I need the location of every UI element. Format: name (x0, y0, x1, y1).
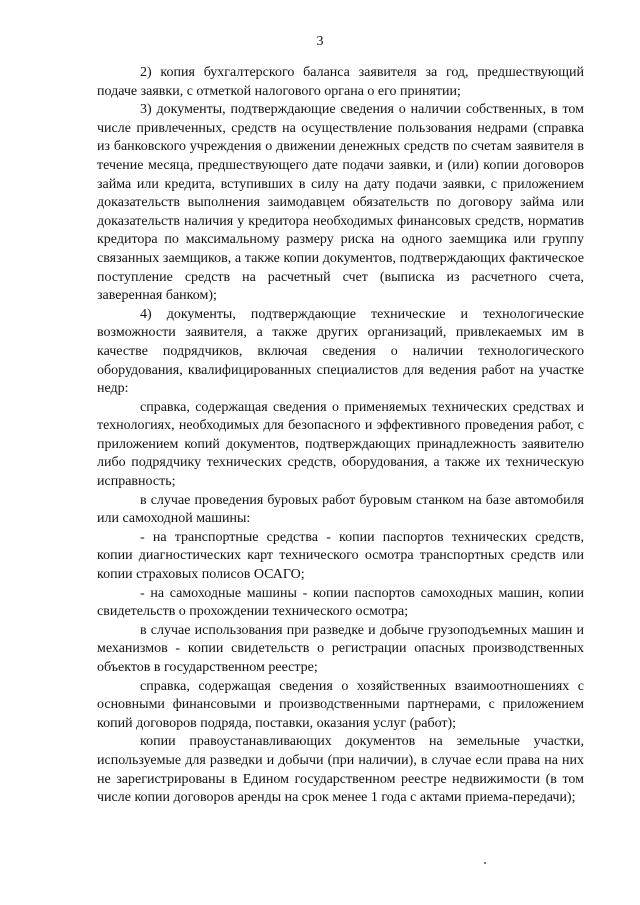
document-body (97, 64, 584, 808)
paragraph-drilling-works: в случае проведения буровых работ буровым станком на базе автомобиля или самоходной машины: (97, 492, 584, 527)
paragraph-technical-means-certificate: справка, содержащая сведения о применяемых технических средствах и технологиях, необходимых для безопасного и эффективного проведения работ, с приложением копий документов, подтверждающих принадлежность заявителю либо подрядчику технических средств, оборудования, а также их техническую исправность; (97, 399, 584, 490)
paragraph-own-funds: 3) документы, подтверждающие сведения о наличии собственных, в том числе привлеченных, средств на осуществление пользования недрами (справка из банковского учреждения о движении денежных средств по счетам заявителя в течение месяца, предшествующего дате подачи заявки, и (или) копии договоров займа или кредита, вступивших в силу на дату подачи заявки, с приложением доказательств выполнения заимодавцем обязательств по договору займа или доказательств наличия у кредитора необходимых финансовых средств, норматив кредитора по максимальному размеру риска на одного заемщика или группу связанных заемщиков, а также копии документов, подтверждающих фактическое поступление средств на расчетный счет (выписка из расчетного счета, заверенная банком); (97, 102, 584, 304)
paragraph-lifting-machines: в случае использования при разведке и добыче грузоподъемных машин и механизмов - копии свидетельств о регистрации опасных производственных объектов в государственном реестре; (97, 622, 584, 675)
paragraph-land-documents: копии правоустанавливающих документов на земельные участки, используемые для разведки и добычи (при наличии), в случае если права на них не зарегистрированы в Едином государственном реестре недвижимости (в том числе копии договоров аренды на срок менее 1 года с актами приема-передачи); (97, 734, 584, 806)
scan-speck (484, 862, 486, 864)
paragraph-balance-copy: 2) копия бухгалтерского баланса заявителя за год, предшествующий подаче заявки, с отметкой налогового органа о его принятии; (97, 65, 584, 99)
paragraph-vehicles: - на транспортные средства - копии паспортов технических средств, копии диагностических карт технического осмотра транспортных средств или копии страховых полисов ОСАГО; (97, 529, 584, 583)
page-number: 3 (316, 34, 324, 49)
paragraph-partners-certificate: справка, содержащая сведения о хозяйственных взаимоотношениях с основными финансовыми и производственными партнерами, с приложением копий договоров подряда, поставки, оказания услуг (работ); (97, 678, 584, 731)
paragraph-self-propelled-machines: - на самоходные машины - копии паспортов самоходных машин, копии свидетельств о прохождении технического осмотра; (97, 585, 584, 620)
paragraph-technical-capabilities: 4) документы, подтверждающие технические и технологические возможности заявителя, а также других организаций, привлекаемых им в качестве подрядчиков, включая сведения о наличии технологического оборудования, квалифицированных специалистов для ведения работ на участке недр: (97, 306, 584, 397)
